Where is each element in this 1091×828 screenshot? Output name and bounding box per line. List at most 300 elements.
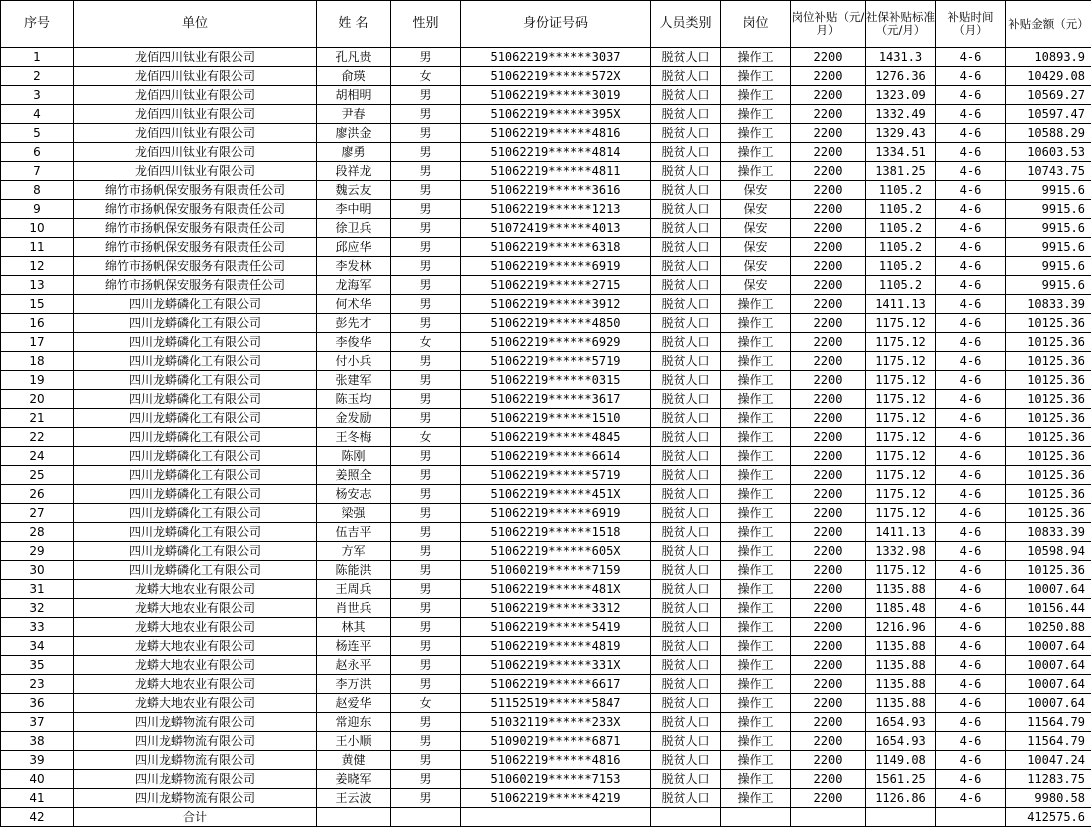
cell-period: 4-6: [936, 751, 1006, 770]
cell-id: 51062219******4819: [461, 637, 651, 656]
cell-seq: 36: [1, 694, 74, 713]
table-row: [1, 504, 1091, 523]
cell-seq: 15: [1, 295, 74, 314]
cell-social-subsidy: 1431.3: [866, 48, 936, 67]
cell-gender: 男: [391, 770, 461, 789]
table-row: [1, 219, 1091, 238]
cell-seq: 19: [1, 371, 74, 390]
cell-period: 4-6: [936, 770, 1006, 789]
cell-amount: 10597.47: [1006, 105, 1091, 124]
cell-social-subsidy: 1105.2: [866, 276, 936, 295]
cell-id: 51062219******6919: [461, 504, 651, 523]
cell-gender: 男: [391, 485, 461, 504]
total-empty-social-subsidy: [866, 808, 936, 827]
cell-social-subsidy: 1175.12: [866, 352, 936, 371]
cell-unit: 四川龙蟒磷化工有限公司: [74, 390, 317, 409]
cell-post: 操作工: [721, 561, 791, 580]
cell-unit: 绵竹市扬帆保安服务有限责任公司: [74, 257, 317, 276]
cell-period: 4-6: [936, 523, 1006, 542]
cell-period: 4-6: [936, 428, 1006, 447]
cell-post: 操作工: [721, 390, 791, 409]
cell-id: 51062219******572X: [461, 67, 651, 86]
cell-social-subsidy: 1654.93: [866, 732, 936, 751]
table-row: [1, 485, 1091, 504]
table-row: [1, 333, 1091, 352]
cell-gender: 男: [391, 86, 461, 105]
cell-category: 脱贫人口: [651, 200, 721, 219]
total-amount: 412575.6: [1006, 808, 1091, 827]
cell-id: 51062219******3912: [461, 295, 651, 314]
cell-period: 4-6: [936, 694, 1006, 713]
total-label: 合计: [74, 808, 317, 827]
cell-seq: 27: [1, 504, 74, 523]
cell-id: 51062219******5419: [461, 618, 651, 637]
cell-amount: 10007.64: [1006, 580, 1091, 599]
table-row: [1, 523, 1091, 542]
cell-category: 脱贫人口: [651, 504, 721, 523]
cell-amount: 9915.6: [1006, 257, 1091, 276]
cell-unit: 四川龙蟒磷化工有限公司: [74, 447, 317, 466]
cell-post: 操作工: [721, 656, 791, 675]
cell-gender: 男: [391, 561, 461, 580]
cell-name: 陈刚: [317, 447, 391, 466]
cell-amount: 10125.36: [1006, 447, 1091, 466]
total-empty-name: [317, 808, 391, 827]
cell-post-subsidy: 2200: [791, 751, 866, 770]
cell-amount: 11564.79: [1006, 713, 1091, 732]
cell-id: 51062219******1510: [461, 409, 651, 428]
table-row: [1, 732, 1091, 751]
cell-id: 51062219******6617: [461, 675, 651, 694]
cell-gender: 男: [391, 599, 461, 618]
cell-seq: 40: [1, 770, 74, 789]
cell-post: 操作工: [721, 466, 791, 485]
cell-social-subsidy: 1105.2: [866, 219, 936, 238]
cell-unit: 龙佰四川钛业有限公司: [74, 124, 317, 143]
header-gender: 性别: [391, 1, 461, 48]
cell-post-subsidy: 2200: [791, 732, 866, 751]
table-row: [1, 181, 1091, 200]
table-row: [1, 618, 1091, 637]
cell-gender: 男: [391, 276, 461, 295]
cell-post-subsidy: 2200: [791, 390, 866, 409]
cell-category: 脱贫人口: [651, 371, 721, 390]
cell-gender: 男: [391, 542, 461, 561]
cell-gender: 男: [391, 789, 461, 808]
cell-id: 51062219******5719: [461, 466, 651, 485]
table-row: [1, 466, 1091, 485]
cell-id: 51060219******7153: [461, 770, 651, 789]
cell-id: 51072419******4013: [461, 219, 651, 238]
total-empty-id: [461, 808, 651, 827]
cell-name: 付小兵: [317, 352, 391, 371]
cell-id: 51062219******4814: [461, 143, 651, 162]
cell-post-subsidy: 2200: [791, 713, 866, 732]
cell-seq: 24: [1, 447, 74, 466]
cell-unit: 绵竹市扬帆保安服务有限责任公司: [74, 181, 317, 200]
cell-name: 王云波: [317, 789, 391, 808]
table-row: [1, 428, 1091, 447]
cell-category: 脱贫人口: [651, 618, 721, 637]
cell-amount: 10603.53: [1006, 143, 1091, 162]
table-row: [1, 86, 1091, 105]
cell-post-subsidy: 2200: [791, 238, 866, 257]
header-social-subsidy: 社保补贴标准（元/月）: [866, 1, 936, 48]
cell-category: 脱贫人口: [651, 238, 721, 257]
total-empty-period: [936, 808, 1006, 827]
cell-category: 脱贫人口: [651, 447, 721, 466]
cell-post-subsidy: 2200: [791, 447, 866, 466]
cell-period: 4-6: [936, 295, 1006, 314]
cell-period: 4-6: [936, 124, 1006, 143]
total-empty-post: [721, 808, 791, 827]
cell-amount: 10125.36: [1006, 485, 1091, 504]
cell-name: 黄健: [317, 751, 391, 770]
cell-social-subsidy: 1276.36: [866, 67, 936, 86]
cell-seq: 4: [1, 105, 74, 124]
cell-gender: 女: [391, 694, 461, 713]
header-period: 补贴时间（月）: [936, 1, 1006, 48]
table-row: [1, 789, 1091, 808]
cell-social-subsidy: 1175.12: [866, 466, 936, 485]
cell-social-subsidy: 1105.2: [866, 200, 936, 219]
cell-post-subsidy: 2200: [791, 618, 866, 637]
cell-seq: 11: [1, 238, 74, 257]
cell-post-subsidy: 2200: [791, 561, 866, 580]
cell-post-subsidy: 2200: [791, 105, 866, 124]
table-row: [1, 447, 1091, 466]
cell-seq: 3: [1, 86, 74, 105]
cell-post: 操作工: [721, 314, 791, 333]
cell-name: 姜照全: [317, 466, 391, 485]
table-row: [1, 656, 1091, 675]
cell-id: 51062219******6919: [461, 257, 651, 276]
cell-post-subsidy: 2200: [791, 143, 866, 162]
table-row: [1, 238, 1091, 257]
cell-gender: 男: [391, 200, 461, 219]
cell-gender: 女: [391, 428, 461, 447]
cell-period: 4-6: [936, 105, 1006, 124]
cell-post: 操作工: [721, 333, 791, 352]
cell-post-subsidy: 2200: [791, 276, 866, 295]
cell-social-subsidy: 1105.2: [866, 181, 936, 200]
cell-seq: 33: [1, 618, 74, 637]
cell-social-subsidy: 1175.12: [866, 428, 936, 447]
cell-post: 保安: [721, 200, 791, 219]
cell-amount: 10125.36: [1006, 390, 1091, 409]
table-row: [1, 371, 1091, 390]
cell-social-subsidy: 1334.51: [866, 143, 936, 162]
cell-name: 林其: [317, 618, 391, 637]
cell-unit: 四川龙蟒磷化工有限公司: [74, 466, 317, 485]
cell-post: 操作工: [721, 637, 791, 656]
cell-period: 4-6: [936, 409, 1006, 428]
header-seq: 序号: [1, 1, 74, 48]
cell-social-subsidy: 1332.49: [866, 105, 936, 124]
cell-amount: 10125.36: [1006, 333, 1091, 352]
cell-name: 方军: [317, 542, 391, 561]
cell-name: 廖勇: [317, 143, 391, 162]
cell-unit: 四川龙蟒物流有限公司: [74, 751, 317, 770]
header-name: 姓 名: [317, 1, 391, 48]
cell-unit: 绵竹市扬帆保安服务有限责任公司: [74, 238, 317, 257]
cell-amount: 9915.6: [1006, 238, 1091, 257]
table-row: [1, 713, 1091, 732]
cell-amount: 10125.36: [1006, 561, 1091, 580]
cell-category: 脱贫人口: [651, 86, 721, 105]
cell-name: 张建军: [317, 371, 391, 390]
cell-id: 51062219******4811: [461, 162, 651, 181]
cell-id: 51090219******6871: [461, 732, 651, 751]
table-row: [1, 580, 1091, 599]
cell-seq: 5: [1, 124, 74, 143]
cell-social-subsidy: 1332.98: [866, 542, 936, 561]
cell-gender: 男: [391, 124, 461, 143]
cell-period: 4-6: [936, 599, 1006, 618]
cell-gender: 女: [391, 333, 461, 352]
cell-gender: 男: [391, 238, 461, 257]
cell-gender: 男: [391, 314, 461, 333]
cell-gender: 男: [391, 352, 461, 371]
cell-category: 脱贫人口: [651, 409, 721, 428]
cell-post: 操作工: [721, 599, 791, 618]
cell-category: 脱贫人口: [651, 694, 721, 713]
cell-seq: 35: [1, 656, 74, 675]
total-empty-category: [651, 808, 721, 827]
cell-period: 4-6: [936, 257, 1006, 276]
cell-period: 4-6: [936, 637, 1006, 656]
cell-post-subsidy: 2200: [791, 67, 866, 86]
cell-post: 操作工: [721, 485, 791, 504]
total-row: [1, 808, 1091, 827]
cell-period: 4-6: [936, 276, 1006, 295]
cell-post: 操作工: [721, 409, 791, 428]
cell-id: 51062219******3312: [461, 599, 651, 618]
cell-unit: 四川龙蟒磷化工有限公司: [74, 485, 317, 504]
total-seq: 42: [1, 808, 74, 827]
header-category: 人员类别: [651, 1, 721, 48]
cell-social-subsidy: 1105.2: [866, 238, 936, 257]
cell-post-subsidy: 2200: [791, 580, 866, 599]
cell-gender: 男: [391, 390, 461, 409]
cell-seq: 30: [1, 561, 74, 580]
cell-post: 操作工: [721, 371, 791, 390]
cell-social-subsidy: 1135.88: [866, 675, 936, 694]
cell-social-subsidy: 1126.86: [866, 789, 936, 808]
cell-id: 51062219******6318: [461, 238, 651, 257]
cell-unit: 四川龙蟒磷化工有限公司: [74, 504, 317, 523]
header-amount: 补贴金额（元）: [1006, 1, 1091, 48]
cell-social-subsidy: 1411.13: [866, 523, 936, 542]
cell-name: 邱应华: [317, 238, 391, 257]
cell-name: 杨连平: [317, 637, 391, 656]
cell-seq: 29: [1, 542, 74, 561]
cell-name: 何术华: [317, 295, 391, 314]
cell-post: 操作工: [721, 105, 791, 124]
cell-post-subsidy: 2200: [791, 770, 866, 789]
cell-period: 4-6: [936, 789, 1006, 808]
cell-social-subsidy: 1175.12: [866, 447, 936, 466]
cell-amount: 10125.36: [1006, 371, 1091, 390]
cell-id: 51062219******331X: [461, 656, 651, 675]
cell-category: 脱贫人口: [651, 295, 721, 314]
cell-id: 51062219******0315: [461, 371, 651, 390]
cell-category: 脱贫人口: [651, 352, 721, 371]
cell-id: 51062219******6614: [461, 447, 651, 466]
cell-amount: 10893.9: [1006, 48, 1091, 67]
cell-post: 保安: [721, 238, 791, 257]
cell-amount: 10007.64: [1006, 675, 1091, 694]
cell-amount: 10598.94: [1006, 542, 1091, 561]
cell-post-subsidy: 2200: [791, 181, 866, 200]
cell-period: 4-6: [936, 162, 1006, 181]
cell-gender: 男: [391, 181, 461, 200]
cell-period: 4-6: [936, 333, 1006, 352]
cell-post: 操作工: [721, 124, 791, 143]
cell-social-subsidy: 1381.25: [866, 162, 936, 181]
cell-social-subsidy: 1175.12: [866, 504, 936, 523]
cell-post-subsidy: 2200: [791, 124, 866, 143]
cell-category: 脱贫人口: [651, 181, 721, 200]
cell-gender: 男: [391, 523, 461, 542]
cell-social-subsidy: 1329.43: [866, 124, 936, 143]
cell-seq: 16: [1, 314, 74, 333]
cell-social-subsidy: 1175.12: [866, 314, 936, 333]
cell-period: 4-6: [936, 390, 1006, 409]
cell-category: 脱贫人口: [651, 257, 721, 276]
cell-post: 操作工: [721, 295, 791, 314]
table-row: [1, 124, 1091, 143]
cell-period: 4-6: [936, 447, 1006, 466]
cell-period: 4-6: [936, 238, 1006, 257]
table-row: [1, 200, 1091, 219]
cell-post-subsidy: 2200: [791, 257, 866, 276]
cell-id: 51062219******3019: [461, 86, 651, 105]
cell-id: 51062219******4816: [461, 124, 651, 143]
cell-post: 保安: [721, 257, 791, 276]
cell-id: 51062219******3037: [461, 48, 651, 67]
cell-gender: 男: [391, 257, 461, 276]
cell-name: 魏云友: [317, 181, 391, 200]
cell-name: 常迎东: [317, 713, 391, 732]
cell-seq: 34: [1, 637, 74, 656]
cell-period: 4-6: [936, 713, 1006, 732]
cell-seq: 20: [1, 390, 74, 409]
cell-social-subsidy: 1135.88: [866, 580, 936, 599]
cell-period: 4-6: [936, 181, 1006, 200]
cell-id: 51062219******395X: [461, 105, 651, 124]
cell-seq: 23: [1, 675, 74, 694]
table-row: [1, 105, 1091, 124]
cell-amount: 10743.75: [1006, 162, 1091, 181]
cell-name: 王冬梅: [317, 428, 391, 447]
cell-period: 4-6: [936, 656, 1006, 675]
cell-post: 操作工: [721, 789, 791, 808]
cell-unit: 龙蟒大地农业有限公司: [74, 637, 317, 656]
cell-amount: 10250.88: [1006, 618, 1091, 637]
cell-amount: 10833.39: [1006, 295, 1091, 314]
cell-post-subsidy: 2200: [791, 637, 866, 656]
cell-gender: 男: [391, 219, 461, 238]
cell-gender: 男: [391, 732, 461, 751]
cell-unit: 龙佰四川钛业有限公司: [74, 143, 317, 162]
cell-amount: 9980.58: [1006, 789, 1091, 808]
cell-unit: 四川龙蟒磷化工有限公司: [74, 371, 317, 390]
cell-period: 4-6: [936, 352, 1006, 371]
cell-unit: 四川龙蟒磷化工有限公司: [74, 314, 317, 333]
total-empty-gender: [391, 808, 461, 827]
cell-category: 脱贫人口: [651, 162, 721, 181]
cell-gender: 男: [391, 656, 461, 675]
cell-name: 王周兵: [317, 580, 391, 599]
cell-unit: 四川龙蟒磷化工有限公司: [74, 409, 317, 428]
cell-id: 51062219******1518: [461, 523, 651, 542]
cell-period: 4-6: [936, 143, 1006, 162]
cell-post-subsidy: 2200: [791, 352, 866, 371]
cell-post: 操作工: [721, 732, 791, 751]
cell-id: 51062219******5719: [461, 352, 651, 371]
total-empty-post-subsidy: [791, 808, 866, 827]
cell-seq: 2: [1, 67, 74, 86]
cell-social-subsidy: 1411.13: [866, 295, 936, 314]
cell-social-subsidy: 1185.48: [866, 599, 936, 618]
cell-id: 51062219******6929: [461, 333, 651, 352]
cell-category: 脱贫人口: [651, 732, 721, 751]
cell-post-subsidy: 2200: [791, 428, 866, 447]
cell-period: 4-6: [936, 371, 1006, 390]
cell-social-subsidy: 1175.12: [866, 390, 936, 409]
cell-unit: 龙蟒大地农业有限公司: [74, 580, 317, 599]
cell-gender: 男: [391, 580, 461, 599]
cell-name: 彭先才: [317, 314, 391, 333]
cell-seq: 10: [1, 219, 74, 238]
cell-category: 脱贫人口: [651, 276, 721, 295]
cell-post: 操作工: [721, 143, 791, 162]
cell-post: 保安: [721, 219, 791, 238]
cell-period: 4-6: [936, 200, 1006, 219]
cell-gender: 男: [391, 751, 461, 770]
cell-unit: 龙蟒大地农业有限公司: [74, 656, 317, 675]
cell-gender: 男: [391, 466, 461, 485]
table-row: [1, 67, 1091, 86]
cell-name: 李俊华: [317, 333, 391, 352]
cell-id: 51032119******233X: [461, 713, 651, 732]
cell-amount: 10588.29: [1006, 124, 1091, 143]
cell-period: 4-6: [936, 732, 1006, 751]
table-row: [1, 276, 1091, 295]
cell-amount: 10429.08: [1006, 67, 1091, 86]
cell-category: 脱贫人口: [651, 542, 721, 561]
cell-unit: 四川龙蟒物流有限公司: [74, 789, 317, 808]
header-post-subsidy: 岗位补贴（元/月）: [791, 1, 866, 48]
cell-social-subsidy: 1175.12: [866, 409, 936, 428]
cell-post-subsidy: 2200: [791, 675, 866, 694]
cell-id: 51062219******451X: [461, 485, 651, 504]
cell-amount: 10156.44: [1006, 599, 1091, 618]
cell-name: 廖洪金: [317, 124, 391, 143]
cell-seq: 28: [1, 523, 74, 542]
table-row: [1, 390, 1091, 409]
table-row: [1, 314, 1091, 333]
cell-post: 操作工: [721, 580, 791, 599]
cell-category: 脱贫人口: [651, 466, 721, 485]
cell-id: 51062219******481X: [461, 580, 651, 599]
cell-category: 脱贫人口: [651, 637, 721, 656]
cell-post: 操作工: [721, 48, 791, 67]
cell-id: 51062219******2715: [461, 276, 651, 295]
cell-gender: 男: [391, 371, 461, 390]
cell-gender: 男: [391, 105, 461, 124]
